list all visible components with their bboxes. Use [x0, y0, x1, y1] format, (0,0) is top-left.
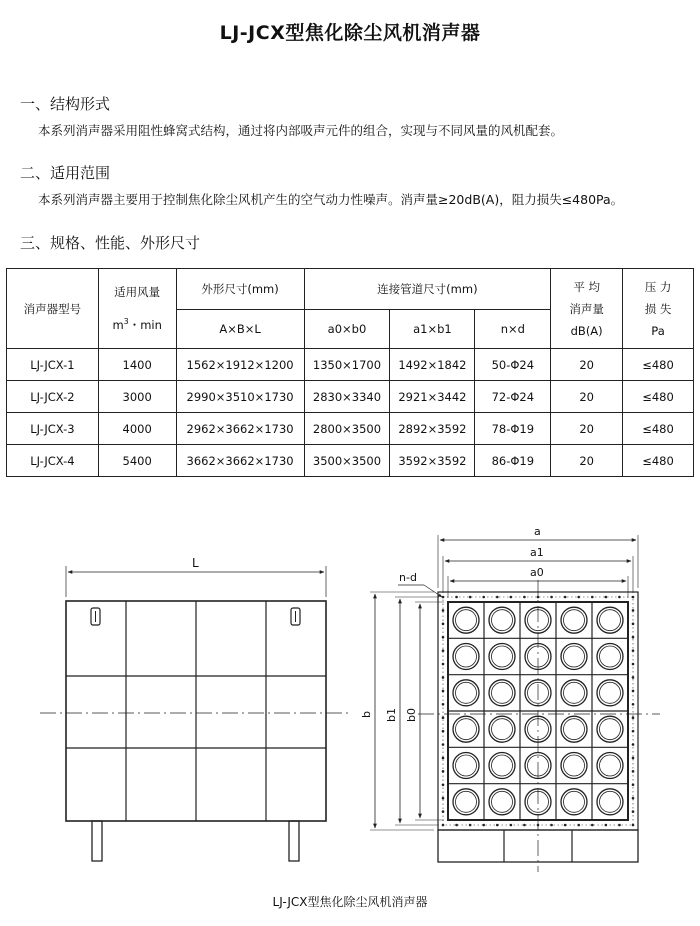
header-flow-label: 适用风量: [114, 285, 161, 300]
absorber-cell: [561, 789, 587, 815]
absorber-cell-inner: [492, 719, 513, 740]
bolt-hole: [537, 596, 540, 599]
bolt-hole: [442, 690, 445, 693]
absorber-cell: [453, 644, 479, 670]
cell-nd: 72-Φ24: [475, 381, 551, 413]
bolt-hole: [442, 824, 445, 827]
bolt-hole: [442, 649, 445, 652]
bolt-hole: [564, 596, 567, 599]
bolt-hole: [469, 824, 472, 827]
bolt-hole: [482, 596, 485, 599]
dim-label-b: b: [360, 711, 373, 718]
absorber-cell: [489, 644, 515, 670]
absorber-cell: [561, 753, 587, 779]
bolt-hole: [537, 824, 540, 827]
absorber-cell: [453, 753, 479, 779]
bolt-hole: [632, 716, 635, 719]
cell-loss: ≤480: [623, 445, 694, 477]
cell-dims: 2962×3662×1730: [176, 413, 304, 445]
cell-nd: 86-Φ19: [475, 445, 551, 477]
cell-a1b1: 2921×3442: [390, 381, 475, 413]
absorber-cell-inner: [600, 646, 621, 667]
bolt-hole: [442, 743, 445, 746]
absorber-cell-inner: [600, 682, 621, 703]
absorber-cell-inner: [492, 755, 513, 776]
cell-a0b0: 3500×3500: [304, 445, 390, 477]
support-leg: [289, 821, 299, 861]
bolt-hole: [442, 663, 445, 666]
bolt-hole: [496, 596, 499, 599]
bolt-hole: [442, 596, 445, 599]
bolt-hole: [618, 824, 621, 827]
absorber-cell: [561, 716, 587, 742]
header-dims-sub: A×B×L: [176, 310, 304, 349]
header-loss: 压 力 损 失 Pa: [623, 269, 694, 349]
bolt-hole: [442, 623, 445, 626]
absorber-cell: [489, 716, 515, 742]
dim-label-a: a: [534, 525, 541, 538]
header-dims: 外形尺寸(mm): [176, 269, 304, 310]
absorber-cell: [453, 789, 479, 815]
cell-flow: 1400: [98, 349, 176, 381]
figure-caption: LJ-JCX型焦化除尘风机消声器: [272, 895, 428, 909]
bolt-hole: [632, 609, 635, 612]
absorber-cell: [597, 716, 623, 742]
honeycomb-cells: [442, 596, 635, 827]
cell-a0b0: 2830×3340: [304, 381, 390, 413]
bolt-hole: [564, 824, 567, 827]
absorber-cell: [597, 789, 623, 815]
cell-loss: ≤480: [623, 413, 694, 445]
cell-a0b0: 2800×3500: [304, 413, 390, 445]
absorber-cell: [597, 753, 623, 779]
bolt-hole: [632, 663, 635, 666]
header-a1b1: a1×b1: [390, 310, 475, 349]
absorber-cell-inner: [564, 791, 585, 812]
absorber-cell-inner: [492, 610, 513, 631]
absorber-cell-inner: [564, 646, 585, 667]
header-nd: n×d: [475, 310, 551, 349]
bolt-hole: [632, 824, 635, 827]
bolt-hole: [632, 770, 635, 773]
bolt-hole: [591, 824, 594, 827]
header-pipe: 连接管道尺寸(mm): [304, 269, 551, 310]
header-flow-unit: $m^3$・min: [112, 317, 162, 332]
cell-dims: 3662×3662×1730: [176, 445, 304, 477]
absorber-cell-inner: [564, 755, 585, 776]
cell-nd: 78-Φ19: [475, 413, 551, 445]
absorber-cell: [597, 680, 623, 706]
section-heading-structure: 一、结构形式: [20, 95, 111, 113]
cell-dims: 2990×3510×1730: [176, 381, 304, 413]
bolt-hole: [442, 716, 445, 719]
absorber-cell-inner: [564, 610, 585, 631]
dim-label-b0: b0: [405, 708, 418, 722]
bolt-hole: [442, 770, 445, 773]
bolt-hole: [442, 676, 445, 679]
bolt-hole: [632, 783, 635, 786]
bolt-hole: [550, 824, 553, 827]
absorber-cell: [597, 607, 623, 633]
bolt-hole: [442, 757, 445, 760]
absorber-cell-inner: [600, 755, 621, 776]
bolt-hole: [632, 743, 635, 746]
section-heading-specs: 三、规格、性能、外形尺寸: [20, 234, 201, 252]
cell-atten: 20: [551, 413, 623, 445]
absorber-cell: [489, 753, 515, 779]
absorber-cell: [489, 680, 515, 706]
bolt-hole: [605, 824, 608, 827]
absorber-cell-inner: [456, 755, 477, 776]
dim-label-L: L: [192, 556, 199, 570]
bolt-hole: [605, 596, 608, 599]
dim-label-a0: a0: [530, 566, 544, 579]
cell-a1b1: 3592×3592: [390, 445, 475, 477]
absorber-cell-inner: [600, 719, 621, 740]
cell-nd: 50-Φ24: [475, 349, 551, 381]
absorber-cell-inner: [456, 719, 477, 740]
bolt-hole: [510, 824, 513, 827]
bolt-hole: [577, 824, 580, 827]
absorber-cell: [453, 607, 479, 633]
cell-flow: 4000: [98, 413, 176, 445]
section-text-structure: 本系列消声器采用阻性蜂窝式结构，通过将内部吸声元件的组合，实现与不同风量的风机配套。: [38, 123, 564, 138]
cell-a1b1: 2892×3592: [390, 413, 475, 445]
front-view: [360, 525, 660, 872]
dim-label-nd: n-d: [399, 571, 417, 584]
support-leg: [92, 821, 102, 861]
bolt-hole: [632, 636, 635, 639]
bolt-hole: [442, 703, 445, 706]
bolt-hole: [442, 810, 445, 813]
cell-flow: 3000: [98, 381, 176, 413]
bolt-hole: [632, 810, 635, 813]
bolt-hole: [482, 824, 485, 827]
bolt-hole: [496, 824, 499, 827]
absorber-cell-inner: [564, 719, 585, 740]
bolt-hole: [632, 730, 635, 733]
cell-atten: 20: [551, 381, 623, 413]
header-model: 消声器型号: [7, 269, 99, 349]
cell-loss: ≤480: [623, 381, 694, 413]
absorber-cell-inner: [456, 791, 477, 812]
bolt-hole: [632, 623, 635, 626]
cell-model: LJ-JCX-2: [7, 381, 99, 413]
bolt-hole: [632, 596, 635, 599]
bolt-hole: [550, 596, 553, 599]
header-atten: 平 均 消声量 dB(A): [551, 269, 623, 349]
cell-atten: 20: [551, 349, 623, 381]
absorber-cell-inner: [600, 791, 621, 812]
absorber-cell: [561, 607, 587, 633]
cell-model: LJ-JCX-4: [7, 445, 99, 477]
bolt-hole: [442, 730, 445, 733]
absorber-cell: [489, 789, 515, 815]
bolt-hole: [510, 596, 513, 599]
bolt-hole: [442, 797, 445, 800]
bolt-hole: [591, 596, 594, 599]
header-a0b0: a0×b0: [304, 310, 390, 349]
section-heading-application: 二、适用范围: [20, 164, 111, 182]
dim-label-a1: a1: [530, 546, 544, 559]
cell-loss: ≤480: [623, 349, 694, 381]
absorber-cell: [561, 680, 587, 706]
absorber-cell: [561, 644, 587, 670]
bolt-hole: [577, 596, 580, 599]
absorber-cell-inner: [456, 682, 477, 703]
bolt-hole: [632, 676, 635, 679]
bolt-hole: [632, 690, 635, 693]
bolt-hole: [632, 649, 635, 652]
cell-flow: 5400: [98, 445, 176, 477]
absorber-cell: [453, 716, 479, 742]
bolt-hole: [632, 797, 635, 800]
absorber-cell: [489, 607, 515, 633]
page-title: LJ-JCX型焦化除尘风机消声器: [219, 22, 481, 44]
section-text-application: 本系列消声器主要用于控制焦化除尘风机产生的空气动力性噪声。消声量≥20dB(A)，阻力损失≤480Pa。: [38, 192, 624, 207]
absorber-cell-inner: [492, 791, 513, 812]
bolt-hole: [618, 596, 621, 599]
cell-model: LJ-JCX-1: [7, 349, 99, 381]
bolt-hole: [469, 596, 472, 599]
cell-a1b1: 1492×1842: [390, 349, 475, 381]
absorber-cell: [453, 680, 479, 706]
cell-model: LJ-JCX-3: [7, 413, 99, 445]
bolt-hole: [632, 757, 635, 760]
absorber-cell: [597, 644, 623, 670]
bolt-hole: [523, 596, 526, 599]
bolt-hole: [632, 703, 635, 706]
bolt-hole: [455, 824, 458, 827]
side-view: [40, 556, 352, 861]
bolt-hole: [442, 636, 445, 639]
cell-dims: 1562×1912×1200: [176, 349, 304, 381]
absorber-cell-inner: [456, 646, 477, 667]
bolt-hole: [442, 609, 445, 612]
absorber-cell-inner: [492, 646, 513, 667]
absorber-cell-inner: [564, 682, 585, 703]
absorber-cell-inner: [492, 682, 513, 703]
bolt-hole: [442, 783, 445, 786]
cell-a0b0: 1350×1700: [304, 349, 390, 381]
absorber-cell-inner: [600, 610, 621, 631]
bolt-hole: [523, 824, 526, 827]
cell-atten: 20: [551, 445, 623, 477]
dim-label-b1: b1: [385, 708, 398, 722]
bolt-hole: [455, 596, 458, 599]
absorber-cell-inner: [456, 610, 477, 631]
